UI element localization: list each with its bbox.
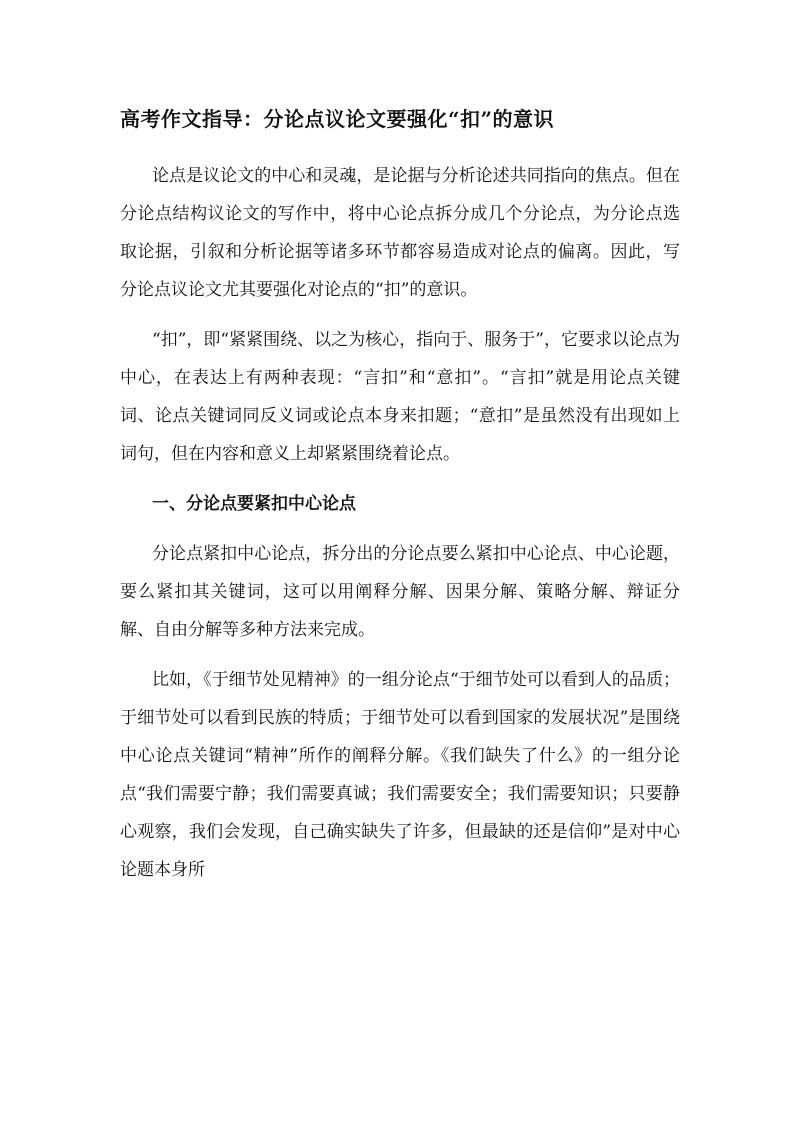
section-heading-1: 一、分论点要紧扣中心论点 bbox=[152, 494, 356, 514]
document-body bbox=[120, 104, 680, 889]
document-title: 高考作文指导：分论点议论文要强化“扣”的意识 bbox=[120, 107, 555, 131]
paragraph-examples: 比如，《于细节处见精神》的一组分论点“于细节处可以看到人的品质；于细节处可以看到民族的特质；于细节处可以看到国家的发展状况”是围绕中心论点关键词“精神”所作的阐释分解。《我们缺失了什么》的一组分论点“我们需要宁静；我们需要真诚；我们需要安全；我们需要知识；只要静心观察，我们会发现，自己确实缺失了许多，但最缺的还是信仰”是对中心论题本身所 bbox=[120, 670, 680, 880]
paragraph-section1-intro: 分论点紧扣中心论点，拆分出的分论点要么紧扣中心论点、中心论题，要么紧扣其关键词，这可以用阐释分解、因果分解、策略分解、辩证分解、自由分解等多种方法来完成。 bbox=[120, 544, 680, 640]
paragraph-kou-definition: “扣”，即“紧紧围绕、以之为核心，指向于、服务于”，它要求以论点为中心，在表达上有两种表现：“言扣”和“意扣”。“言扣”就是用论点关键词、论点关键词同反义词或论点本身来扣题；“意扣”是虽然没有出现如上词句，但在内容和意义上却紧紧围绕着论点。 bbox=[120, 330, 680, 464]
paragraph-intro: 论点是议论文的中心和灵魂，是论据与分析论述共同指向的焦点。但在分论点结构议论文的写作中，将中心论点拆分成几个分论点，为分论点选取论据，引叙和分析论据等诸多环节都容易造成对论点的偏离。因此，写分论点议论文尤其要强化对论点的“扣”的意识。 bbox=[120, 166, 680, 300]
